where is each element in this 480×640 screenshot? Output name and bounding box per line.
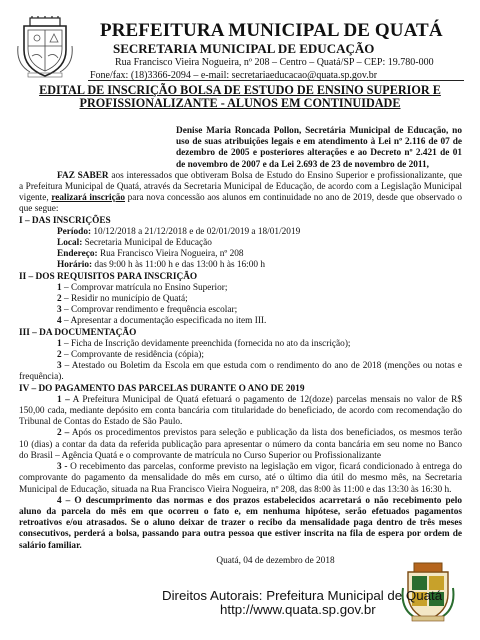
requisito-item: [19, 316, 462, 327]
edital-title: [20, 84, 460, 110]
item-number: 1: [57, 282, 62, 293]
documento-item: [19, 339, 462, 350]
horario-line: [19, 260, 462, 271]
section-4-title: IV – DO PAGAMENTO DAS PARCELAS DURANTE O ANO DE 2019: [19, 383, 305, 394]
item-text: – Comprovar matrícula no Ensino Superior;: [61, 282, 228, 293]
item-number: 2: [57, 350, 62, 361]
endereco-value: Rua Francisco Vieira Nogueira, nº 208: [97, 249, 244, 260]
item-text: Após os procedimentos previstos para seleção e publicação da lista dos beneficiados, os mesmos terão 10 (dias) a contar da data da referida publicação para apresentar o número da conta bancária em seu nome no Banco do Brasil – Agência Quatá e o comprovante de matrícula no Curso Superior ou Profissionalizante: [19, 428, 462, 461]
requisito-item: [19, 283, 462, 294]
document-body: [19, 126, 462, 567]
faz-saber-paragraph: [19, 171, 462, 216]
periodo-label: Período:: [57, 226, 92, 237]
pagamento-paragraph-3: [19, 462, 462, 496]
edital-title-line2: PROFISSIONALIZANTE - ALUNOS EM CONTINUIDADE: [79, 96, 401, 110]
item-number: 3 -: [57, 462, 68, 473]
horario-label: Horário:: [57, 260, 93, 271]
item-text: – Comprovar rendimento e frequência escolar;: [61, 305, 238, 316]
pagamento-paragraph-1: [19, 395, 462, 429]
item-text: – Atestado ou Boletim da Escola em que estuda com o rendimento do ano de 2018 (menções ou notas e frequência).: [19, 361, 462, 383]
edital-title-line1: EDITAL DE INSCRIÇÃO BOLSA DE ESTUDO DE ENSINO SUPERIOR E: [39, 83, 441, 97]
requisito-item: [19, 305, 462, 316]
section-2-title: II – DOS REQUISITOS PARA INSCRIÇÃO: [19, 271, 198, 282]
page-title: PREFEITURA MUNICIPAL DE QUATÁ: [100, 20, 443, 41]
footer-copyright: Direitos Autorais: Prefeitura Municipal de Quatá: [162, 588, 443, 603]
endereco-line: [19, 249, 462, 260]
horario-value: das 9:00 h às 11:00 h e das 13:00 h às 16:00 h: [92, 260, 266, 271]
local-label: Local:: [57, 238, 83, 249]
header-divider: [88, 80, 464, 81]
municipal-crest-icon: [16, 16, 74, 78]
item-text: O recebimento das parcelas, conforme previsto na legislação em vigor, ficará condicionado à entrega do comprovante do pagamento da mensalidade do mês em curso, até o último dia útil do mesmo mês, na Secretaria Municipal de Educação, situada na Rua Francisco Vieira Nogueira, nº 208, das 8:00 às 11:00 e das 13:30 às 16:30 h.: [19, 462, 462, 495]
periodo-value: 10/12/2018 a 21/12/2018 e de 02/01/2019 a 18/01/2019: [91, 226, 301, 237]
header-address: Rua Francisco Vieira Nogueira, nº 208 – Centro – Quatá/SP – CEP: 19.780-000: [115, 57, 434, 68]
page-subtitle: SECRETARIA MUNICIPAL DE EDUCAÇÃO: [113, 41, 375, 56]
item-number: 1 –: [57, 394, 70, 405]
section-1-title: I – DAS INSCRIÇÕES: [19, 215, 111, 226]
item-text: – Ficha de Inscrição devidamente preenchida (fornecida no ato da inscrição);: [61, 338, 351, 349]
header-contact: Fone/fax: (18)3366-2094 – e-mail: secretariaeducacao@quata.sp.gov.br: [90, 70, 378, 81]
local-value: Secretaria Municipal de Educação: [82, 238, 212, 249]
pagamento-paragraph-4: 4 – O descumprimento das normas e dos prazos estabelecidos acarretará o não recebimento pelo aluno da parcela do mês em que ocorreu o fato e, em nenhuma hipótese, serão efetuados pagamentos retroativos e/ou atrasados. Se o aluno deixar de trazer o recibo da mensalidade paga dentro de três meses consecutivos, perderá a bolsa, passando para outra pessoa que estiver inscrita na fila de espera por ordem de salário familiar.: [19, 495, 462, 551]
item-number: 4: [57, 316, 62, 327]
faz-saber-lead: FAZ SABER: [57, 170, 109, 181]
item-text: – Comprovante de residência (cópia);: [61, 350, 204, 361]
item-text: – Apresentar a documentação especificada no item III.: [61, 316, 267, 327]
item-text: A Prefeitura Municipal de Quatá efetuará o pagamento de 12(doze) parcelas mensais no valor de R$ 150,00 cada, mediante depósito em conta bancária com titularidade do beneficiado, de acordo com recomendação do Tribunal de Contas do Estado de São Paulo.: [19, 394, 462, 428]
item-text: – Residir no município de Quatá;: [61, 294, 188, 305]
faz-saber-text2: para nova concessão aos alunos em continuidade no ano de 2019, desde que observado o que segue:: [19, 193, 462, 215]
item-number: 3: [57, 305, 62, 316]
pagamento-paragraph-2: [19, 428, 462, 462]
section-3-title: III – DA DOCUMENTAÇÃO: [19, 327, 137, 338]
item-number: 2: [57, 294, 62, 305]
item-number: 1: [57, 338, 62, 349]
footer-website-link[interactable]: http://www.quata.sp.gov.br: [220, 602, 376, 617]
item-number: 2 –: [57, 428, 70, 439]
local-line: [19, 238, 462, 249]
item-number: 3: [57, 361, 62, 372]
endereco-label: Endereço:: [57, 249, 98, 260]
requisito-item: [19, 294, 462, 305]
faz-saber-underline: realizará inscrição: [51, 193, 126, 204]
document-date: Quatá, 04 de dezembro de 2018: [216, 555, 335, 566]
documento-item: [19, 350, 462, 361]
periodo-line: [19, 227, 462, 238]
faz-saber-text1: aos interessados que obtiveram Bolsa de Estudo do Ensino Superior e profissionalizante, que a Prefeitura Municipal de Quatá, através da Secretaria Municipal de Educação, de acordo com a Legislação Municipal vigente,: [19, 170, 462, 204]
intro-paragraph: Denise Maria Roncada Pollon, Secretária Municipal de Educação, no uso de suas atribuições legais e em atendimento à Lei nº 2.116 de 07 de dezembro de 2005 e posteriores alterações e ao Decreto nº 2.421 de 01 de novembro de 2007 e da Lei 2.693 de 23 de novembro de 2011,: [176, 126, 462, 170]
documento-item: [19, 361, 462, 383]
